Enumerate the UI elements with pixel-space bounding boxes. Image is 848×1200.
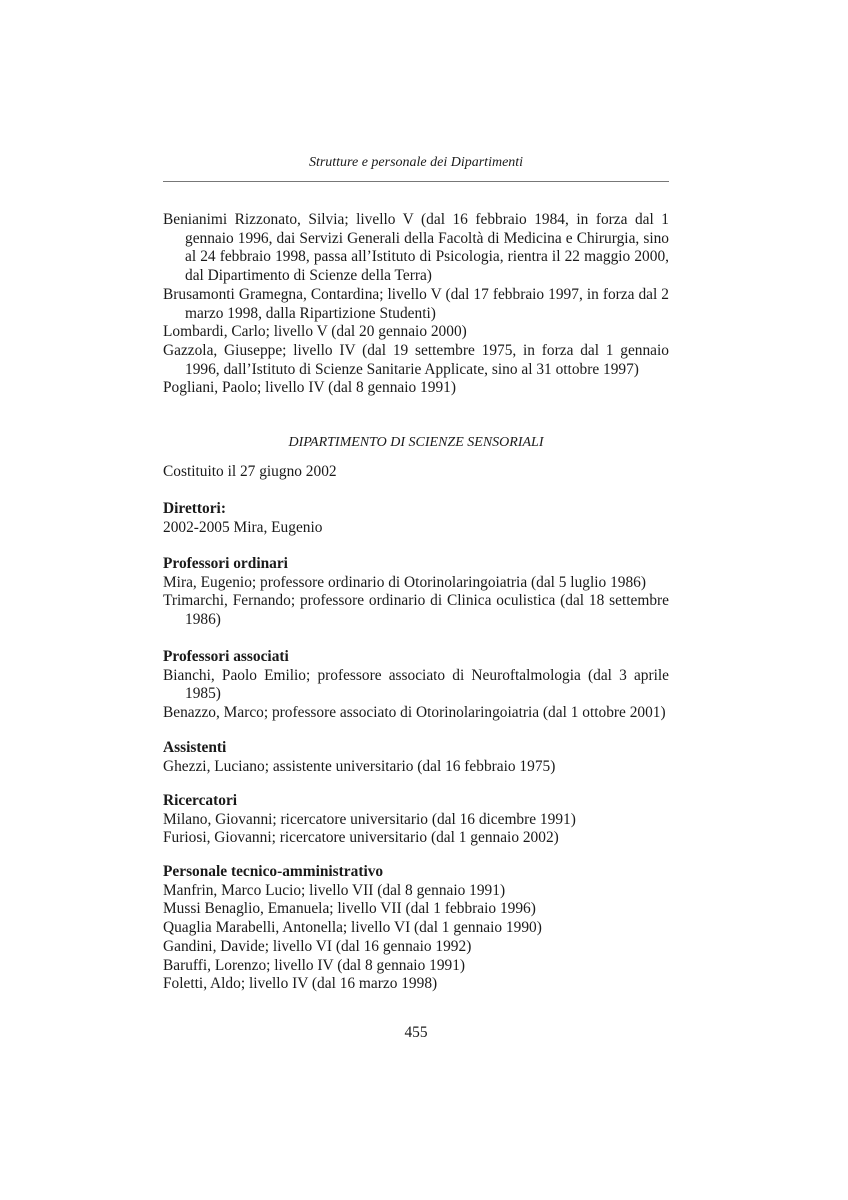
page-number: 455 (404, 1024, 428, 1041)
list-item: Trimarchi, Fernando; professore ordinario di Clinica oculistica (dal 18 settembre 1986) (163, 592, 669, 629)
list-item: Bianchi, Paolo Emilio; professore associato di Neuroftalmologia (dal 3 aprile 1985) (163, 666, 669, 703)
section-heading: Direttori: (163, 500, 226, 517)
list-item: 2002-2005 Mira, Eugenio (163, 518, 323, 536)
list-item: Milano, Giovanni; ricercatore universitario (dal 16 dicembre 1991) (163, 810, 576, 828)
section-direttori (163, 500, 669, 537)
list-item: Benazzo, Marco; professore associato di Otorinolaringoiatria (dal 1 ottobre 2001) (163, 704, 666, 722)
section-assistenti (163, 739, 669, 776)
list-item: Benianimi Rizzonato, Silvia; livello V (dal 16 febbraio 1984, in forza dal 1 gennaio 1996, dai Servizi Generali della Facoltà di Medicina e Chirurgia, sino al 24 febbraio 1998, passa all’Istituto di Psicologia, rientra il 22 maggio 2000, dal Dipartimento di Scienze della Terra) (163, 211, 669, 285)
section-heading: Professori ordinari (163, 555, 288, 572)
list-item: Manfrin, Marco Lucio; livello VII (dal 8 gennaio 1991) (163, 881, 506, 899)
section-heading: Assistenti (163, 739, 227, 756)
list-item: Mira, Eugenio; professore ordinario di Otorinolaringoiatria (dal 5 luglio 1986) (163, 573, 646, 591)
list-item: Foletti, Aldo; livello IV (dal 16 marzo 1998) (163, 975, 438, 993)
list-item: Brusamonti Gramegna, Contardina; livello V (dal 17 febbraio 1997, in forza dal 2 marzo 1998, dalla Ripartizione Studenti) (163, 285, 669, 322)
header-rule (163, 181, 669, 182)
list-item: Baruffi, Lorenzo; livello IV (dal 8 gennaio 1991) (163, 956, 466, 974)
section-professori-ordinari (163, 555, 669, 630)
running-head: Strutture e personale dei Dipartimenti (308, 155, 524, 170)
list-item: Mussi Benaglio, Emanuela; livello VII (dal 1 febbraio 1996) (163, 900, 536, 918)
section-ricercatori (163, 792, 669, 848)
list-item: Gazzola, Giuseppe; livello IV (dal 19 settembre 1975, in forza dal 1 gennaio 1996, dall’Istituto di Scienze Sanitarie Applicate, sino al 31 ottobre 1997) (163, 341, 669, 378)
list-item: Quaglia Marabelli, Antonella; livello VI (dal 1 gennaio 1990) (163, 919, 542, 937)
list-item: Ghezzi, Luciano; assistente universitario (dal 16 febbraio 1975) (163, 757, 556, 775)
list-item: Pogliani, Paolo; livello IV (dal 8 gennaio 1991) (163, 379, 456, 397)
list-item: Gandini, Davide; livello VI (dal 16 gennaio 1992) (163, 937, 472, 955)
department-title: DIPARTIMENTO DI SCIENZE SENSORIALI (288, 435, 544, 450)
list-item: Lombardi, Carlo; livello V (dal 20 gennaio 2000) (163, 323, 467, 341)
section-professori-associati (163, 648, 669, 723)
founded-date: Costituito il 27 giugno 2002 (163, 463, 337, 480)
section-personale-tecnico-amministrativo (163, 863, 669, 994)
section-heading: Professori associati (163, 648, 289, 665)
previous-staff-list (163, 211, 669, 398)
section-heading: Personale tecnico-amministrativo (163, 863, 384, 880)
list-item: Furiosi, Giovanni; ricercatore universitario (dal 1 gennaio 2002) (163, 829, 559, 847)
section-heading: Ricercatori (163, 792, 238, 809)
